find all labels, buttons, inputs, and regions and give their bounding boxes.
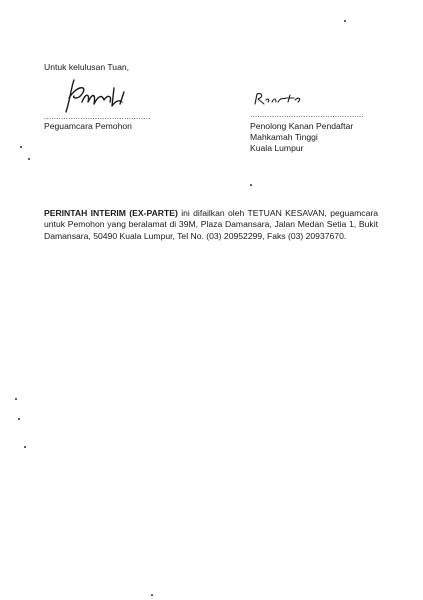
registrar-signature-line: ...............................................	[250, 110, 364, 119]
applicant-signature-line: ............................................	[44, 112, 151, 121]
scan-speck	[28, 158, 30, 160]
scan-speck	[18, 418, 20, 420]
scan-speck	[151, 594, 153, 596]
filing-notice-paragraph	[44, 208, 378, 242]
registrar-title-line-2: Mahkamah Tinggi	[250, 132, 318, 142]
registrar-title-line-1: Penolong Kanan Pendaftar	[250, 121, 354, 131]
order-title: PERINTAH INTERIM (EX-PARTE)	[44, 208, 178, 218]
registrar-signature	[252, 90, 308, 108]
scan-speck	[24, 446, 26, 448]
filing-notice-text: ini difailkan oleh TETUAN KESAVAN, peguamcara untuk Pemohon yang beralamat di 39M, Plaza Damansara, Jalan Medan Setia 1, Bukit Damansara, 50490 Kuala Lumpur, Tel No. (03) 20952299, Faks (03) 20937670.	[44, 208, 378, 241]
scan-speck	[20, 146, 22, 148]
registrar-title-line-3: Kuala Lumpur	[250, 143, 304, 153]
applicant-counsel-title: Peguamcara Pemohon	[44, 121, 132, 131]
scan-speck	[250, 184, 252, 186]
scan-speck	[344, 20, 346, 22]
closing-salutation: Untuk kelulusan Tuan,	[44, 62, 130, 72]
scan-speck	[15, 398, 17, 400]
